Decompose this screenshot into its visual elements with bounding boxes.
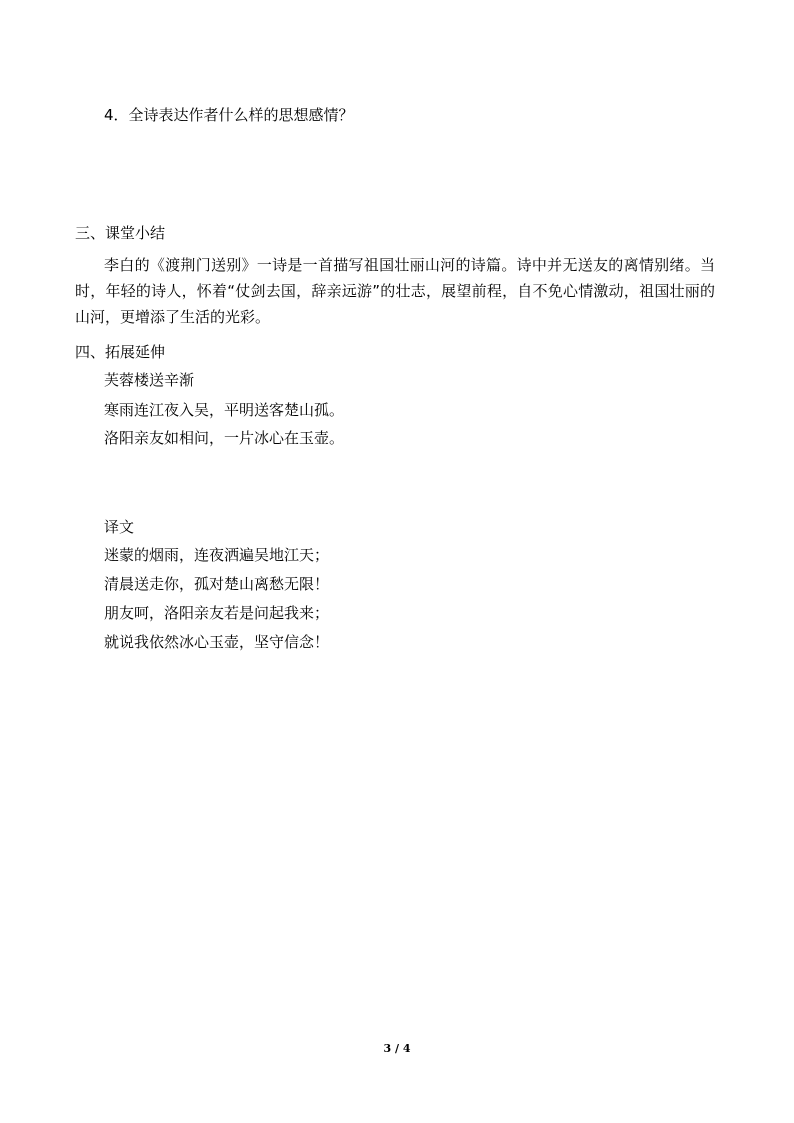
translation-line: 就说我依然冰心玉壶，坚守信念！ [104,633,330,651]
summary-paragraph: 李白的《渡荆门送别》一诗是一首描写祖国壮丽山河的诗篇。诗中并无送友的离情别绪。当时，年轻的诗人，怀着“仗剑去国，辞亲远游”的壮志，展望前程，自不免心情激动，祖国壮丽的山河，更增添了生活的光彩。 [75,256,715,326]
translation-line: 清晨送走你，孤对楚山离愁无限！ [104,575,330,593]
translation-line: 迷蒙的烟雨，连夜洒遍吴地江天； [104,546,330,564]
section-heading-extension: 四、拓展延伸 [75,343,166,361]
page-number: 3 / 4 [383,1042,411,1055]
poem-title: 芙蓉楼送辛渐 [104,371,195,389]
question-4: 4．全诗表达作者什么样的思想感情？ [104,106,354,124]
translation-line: 朋友呵，洛阳亲友若是问起我来； [104,604,330,622]
translation-title: 译文 [104,518,135,536]
poem-line: 洛阳亲友如相问，一片冰心在玉壶。 [104,429,345,447]
poem-line: 寒雨连江夜入吴，平明送客楚山孤。 [104,401,345,419]
section-heading-summary: 三、课堂小结 [75,224,166,242]
